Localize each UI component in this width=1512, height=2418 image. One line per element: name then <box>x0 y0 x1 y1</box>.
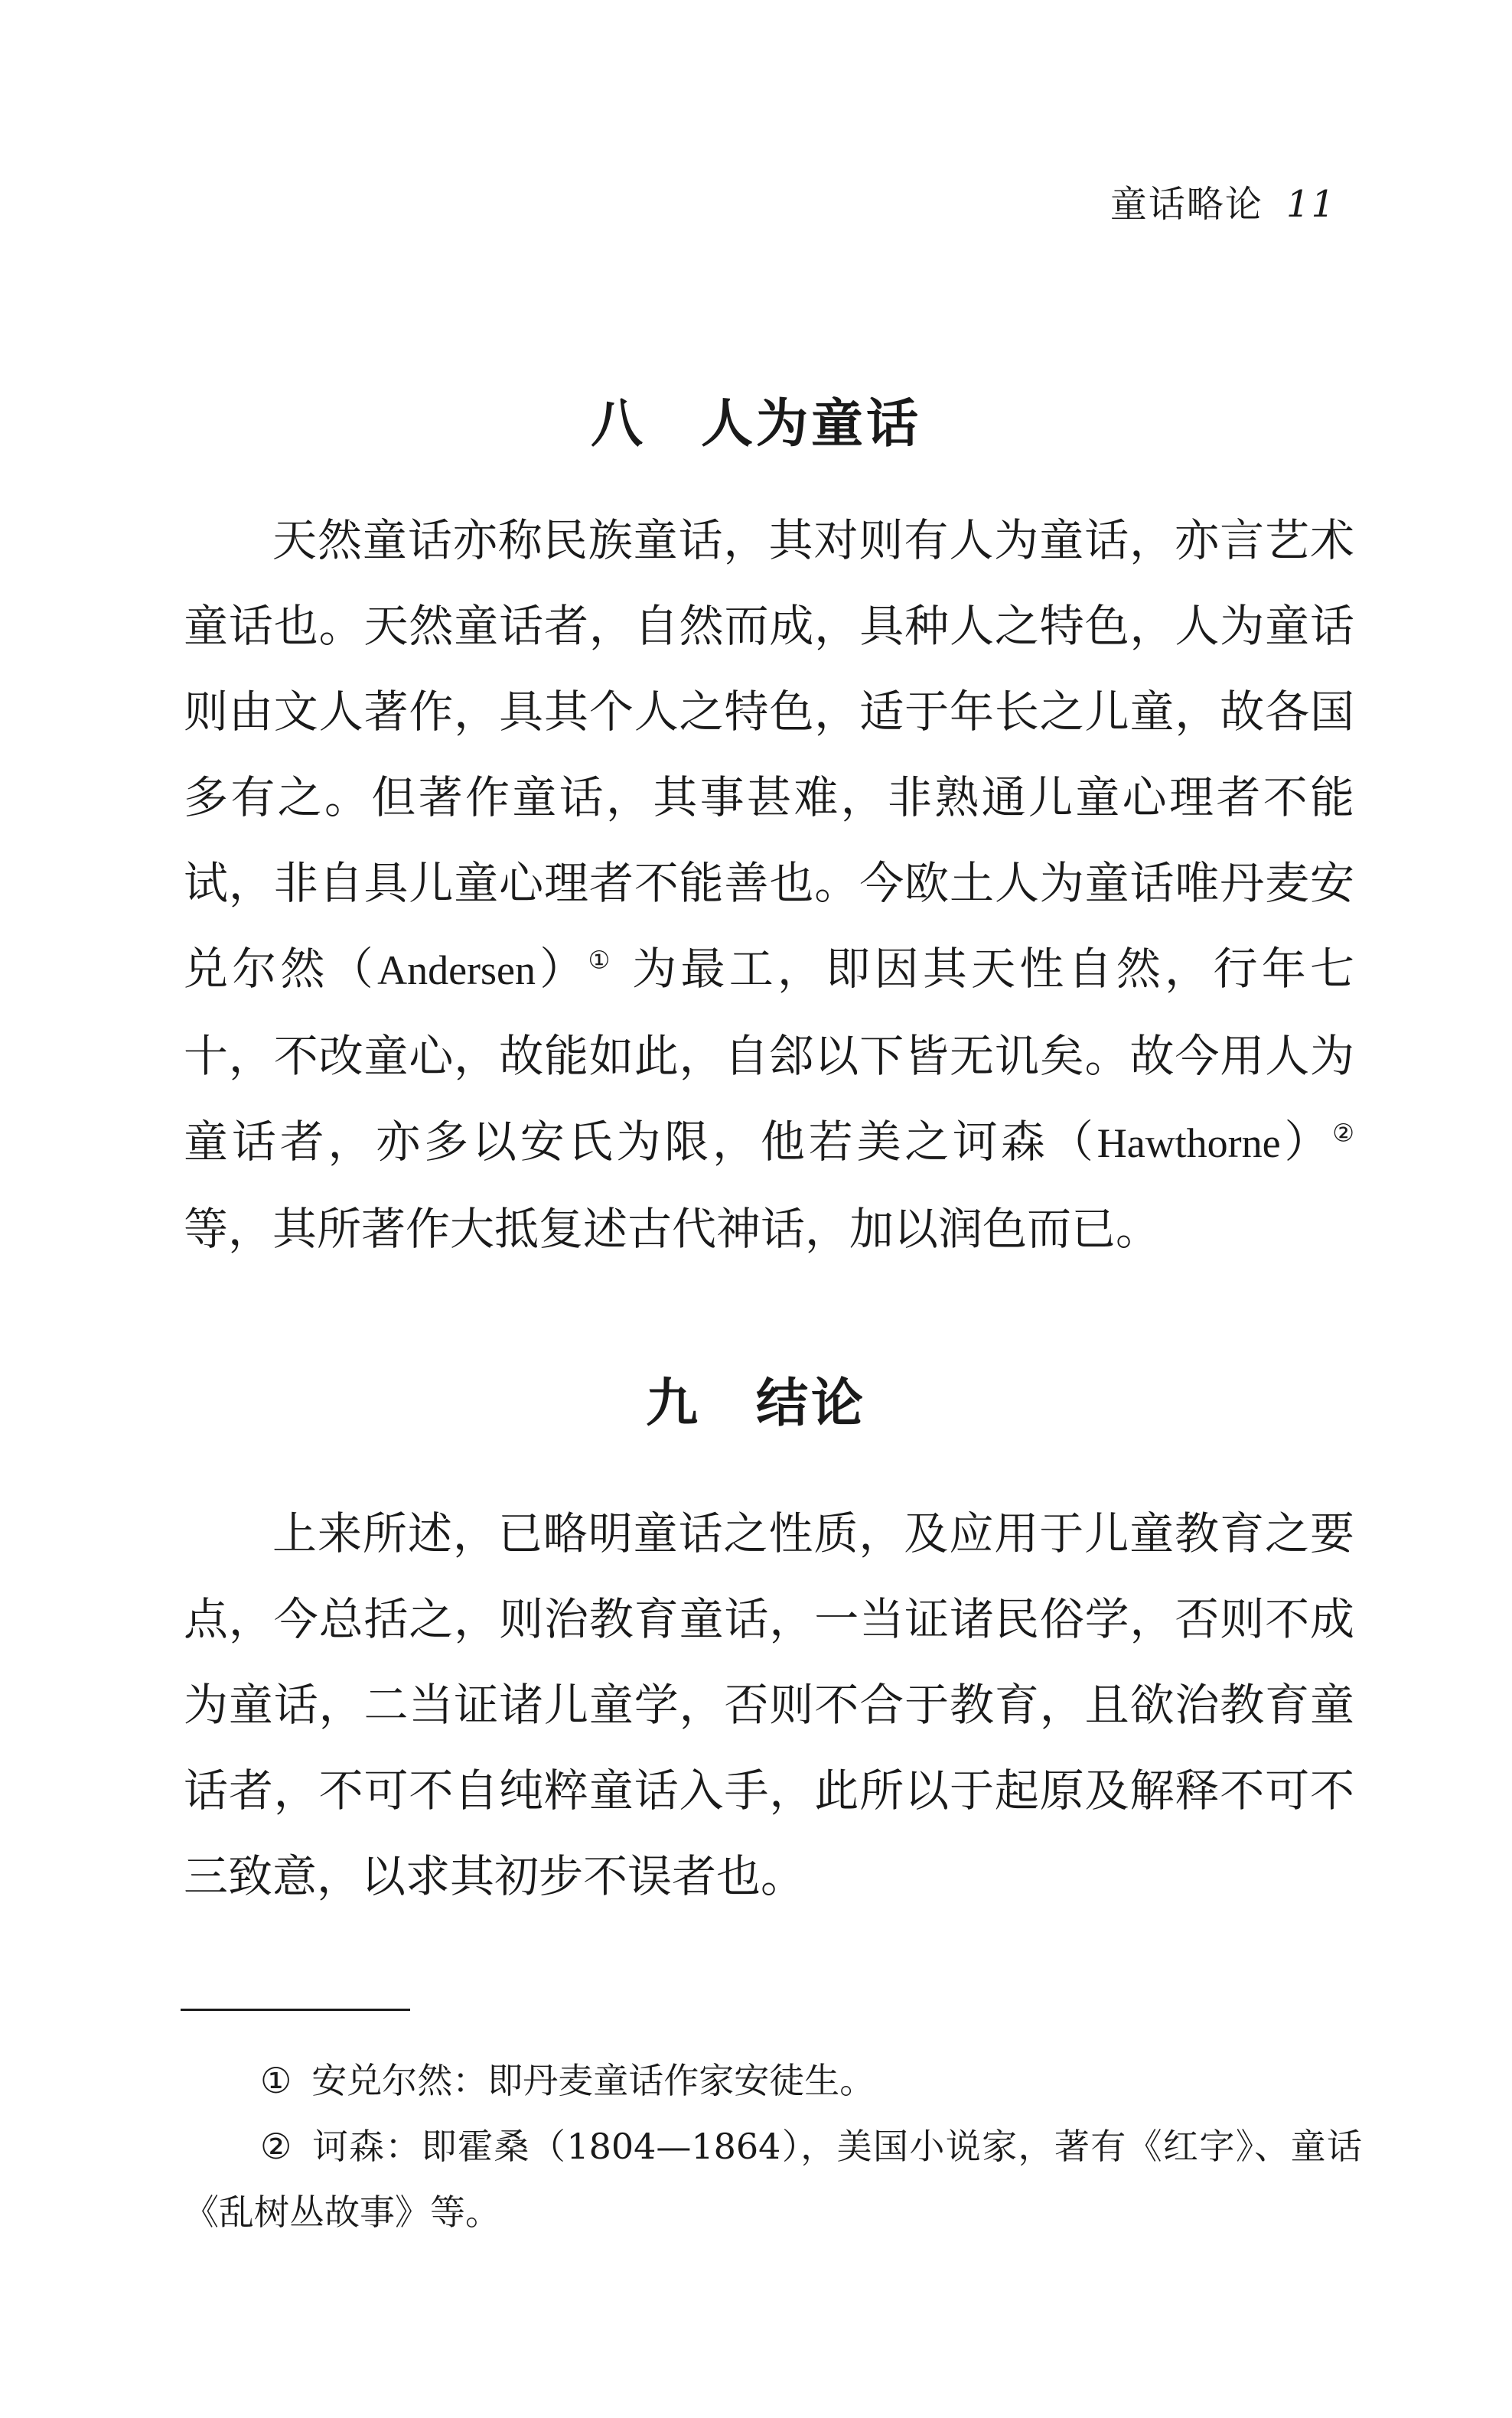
footnote-ref-1[interactable]: ① <box>588 945 614 975</box>
footnote-ref-2[interactable]: ② <box>1332 1118 1354 1148</box>
page-number: 11 <box>1286 183 1336 226</box>
paragraph-text: ） <box>1280 1116 1333 1168</box>
section-8-paragraph <box>184 497 1354 1272</box>
section-9-paragraph: 上来所述，已略明童话之性质，及应用于儿童教育之要点，今总括之，则治教育童话，一当证诸民俗学，否则不成为童话，二当证诸儿童学，否则不合于教育，且欲治教育童话者，不可不自纯粹童话入手，此所以于起原及解释不可不三致意，以求其初步不误者也。 <box>184 1507 1354 1902</box>
footnote-text: 安兑尔然：即丹麦童话作家安徒生。 <box>311 2060 875 2101</box>
section-heading-8: 八 人为童话 <box>590 393 921 455</box>
paragraph-text: 等，其所著作大抵复述古代神话，加以润色而已。 <box>184 1203 1161 1255</box>
latin-name-hawthorne: Hawthorne <box>1097 1120 1281 1166</box>
paragraph-text: 为最工，即因其天性自然，行年七十，不改童心，故能如此，自郐以下皆无讥矣。故今用人为童话者，亦多以安氏为限，他若美之诃森（ <box>184 943 1354 1168</box>
paragraph-text: 天然童话亦称民族童话，其对则有人为童话，亦言艺术童话也。天然童话者，自然而成，具种人之特色，人为童话则由文人著作，具其个人之特色，适于年长之儿童，故各国多有之。但著作童话，其事甚难，非熟通儿童心理者不能试，非自具儿童心理者不能善也。今欧土人为童话唯丹麦安兑尔然（ <box>184 514 1354 995</box>
footnote-mark: ① <box>260 2060 292 2101</box>
running-header <box>1110 174 1336 227</box>
footnote-divider <box>181 2009 410 2011</box>
paragraph-text: ） <box>536 943 588 995</box>
latin-name-andersen: Andersen <box>377 947 536 993</box>
footnote-mark: ② <box>260 2126 293 2167</box>
footnote-text: 诃森：即霍桑（1804—1864），美国小说家，著有《红字》、童话《乱树丛故事》等。 <box>184 2126 1362 2233</box>
footnote-2 <box>184 2113 1362 2245</box>
running-title: 童话略论 <box>1110 183 1263 226</box>
footnote-1 <box>184 2048 1362 2113</box>
section-heading-9: 九 结论 <box>645 1373 866 1434</box>
